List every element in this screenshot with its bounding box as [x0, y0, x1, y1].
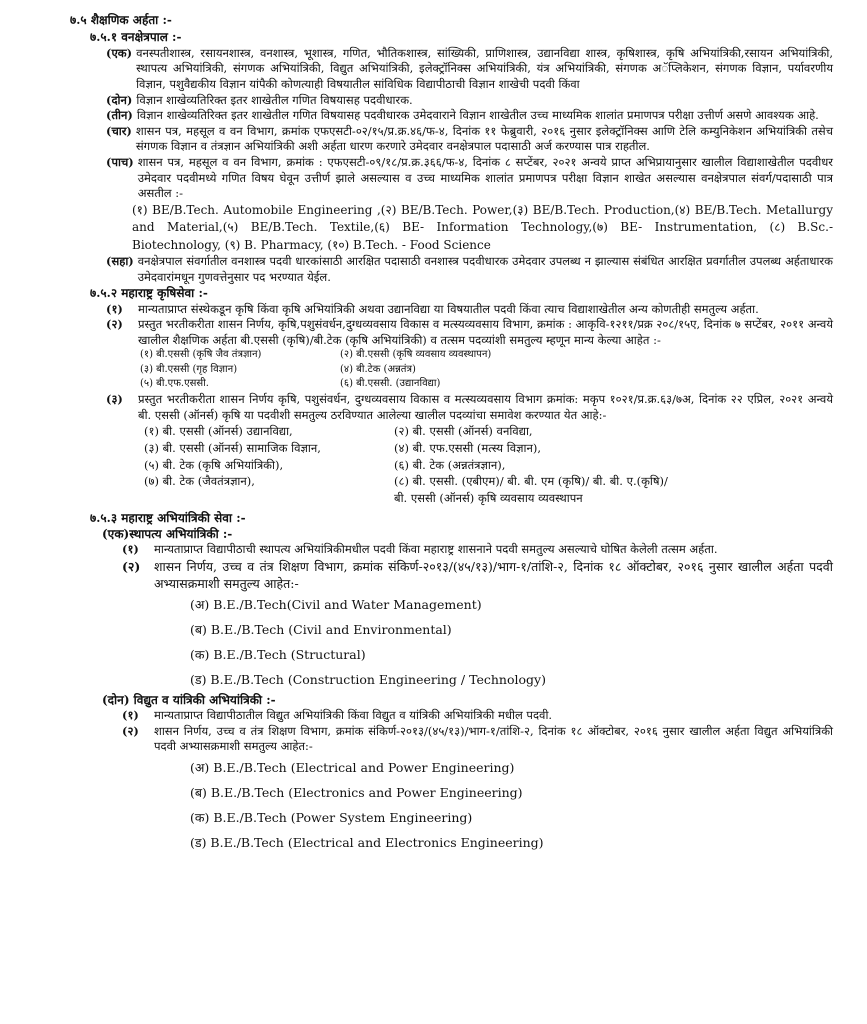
- item-text: वनस्पतीशास्त्र, रसायनशास्त्र, वनशास्त्र, भूशास्त्र, गणित, भौतिकशास्त्र, सांख्यिकी, प्राणिशास्त्र, उद्यानविद्या शास्त्र, कृषिशास्त्र, कृषि अभियांत्रिकी,रसायन अभियांत्रिकी, स्थापत्य अभियांत्रिकी, संगणक अभियांत्रिकी, विद्युत अभियांत्रिकी, इलेक्ट्रॉनिक्स अभियांत्रिकी, यंत्र अभियांत्रिकी, संगणक अॅप्लिकेशन, संगणक विज्ञान, पर्यावरणीय विज्ञान, पशुवैद्यकीय विज्ञान यांपैकी कोणत्याही विषयातील सांविधिक विद्यापीठाची विज्ञान शाखेची पदवी किंवा: [136, 45, 833, 91]
- list-item: [106, 392, 833, 423]
- list-item: (ड) B.E./B.Tech (Construction Engineering / Technology): [190, 671, 546, 687]
- item-label: (१): [106, 301, 123, 316]
- item-label: (१): [122, 708, 139, 723]
- section-heading-7-5-2: ७.५.२ महाराष्ट्र कृषिसेवा :-: [90, 286, 208, 301]
- list-item: (५) बी. टेक (कृषि अभियांत्रिकी),: [144, 457, 284, 472]
- list-item: (क) B.E./B.Tech (Power System Engineering): [190, 810, 473, 826]
- item-label: (सहा): [106, 254, 134, 269]
- subsection-heading-civil: (एक)स्थापत्य अभियांत्रिकी :-: [102, 526, 233, 541]
- item-label: (तीन): [106, 108, 133, 123]
- item-text: शासन निर्णय, उच्च व तंत्र शिक्षण विभाग, क्रमांक संकिर्ण-२०१३/(४५/१३)/भाग-१/तांशि-२, दिनांक १८ ऑक्टोबर, २०१६ नुसार खालील अर्हता पदवी अभ्यासक्रमाशी समतुल्य आहेत:-: [154, 558, 833, 591]
- list-item: (६) बी. टेक (अन्नतंत्रज्ञान),: [394, 457, 506, 472]
- list-item: [122, 724, 833, 755]
- list-item: (५) बी.एफ.एससी.: [140, 378, 209, 390]
- section-heading-7-5-1: ७.५.१ वनक्षेत्रपाल :-: [90, 30, 182, 45]
- equivalent-degree-list: [140, 348, 833, 392]
- list-item: (४) बी.टेक (अन्नतंत्र): [340, 363, 416, 375]
- list-item: (६) बी.एससी. (उद्यानविद्या): [340, 378, 441, 390]
- list-item: (१) बी. एससी (ऑनर्स) उद्यानविद्या,: [144, 424, 293, 439]
- list-item: (८) बी. एससी. (एबीएम)/ बी. बी. एम (कृषि)/ बी. बी. ए.(कृषि)/: [394, 474, 668, 489]
- item-label: (३): [106, 391, 123, 406]
- item-text: वनक्षेत्रपाल संवर्गातील वनशास्त्र पदवी धारकांसाठी आरक्षित पदासाठी वनशास्त्र पदवीधारक उमेदवार उपलब्ध न झाल्यास संबंधित आरक्षित प्रवर्गातील उपलब्ध अर्हताधारक उमेदवारांमधून गुणवत्तेनुसार पद भरण्यात येईल.: [137, 254, 833, 284]
- list-item: (४) बी. एफ.एससी (मत्स्य विज्ञान),: [394, 440, 541, 455]
- list-item: (१) बी.एससी (कृषि जैव तंत्रज्ञान): [140, 349, 262, 361]
- section-heading-7-5: ७.५ शैक्षणिक अर्हता :-: [70, 13, 172, 27]
- list-item: (२) बी. एससी (ऑनर्स) वनविद्या,: [394, 424, 533, 439]
- item-label: (चार): [106, 123, 132, 138]
- list-item: [106, 302, 833, 318]
- honours-degree-list: [144, 423, 833, 506]
- list-item: (२) बी.एससी (कृषि व्यवसाय व्यवस्थापन): [340, 349, 492, 361]
- list-item: [106, 108, 833, 124]
- list-item: (ब) B.E./B.Tech (Civil and Environmental): [190, 621, 452, 637]
- item-text: शासन पत्र, महसूल व वन विभाग, क्रमांक एफएसटी-०२/१५/प्र.क्र.४६/फ-४, दिनांक ११ फेब्रुवारी, २०१६ नुसार इलेक्ट्रॉनिक्स आणि टेलि कम्युनिकेशन अभियांत्रिकी तसेच संगणक विज्ञान व तंत्रज्ञान अभियांत्रिकी अशी अर्हता धारण करणारे उमेदवार वनक्षेत्रपाल पदासाठी अर्ज करण्यास पात्र राहतील.: [135, 123, 833, 154]
- list-item: [144, 490, 394, 507]
- list-item: [122, 558, 833, 592]
- list-item: (अ) B.E./B.Tech(Civil and Water Management): [190, 596, 482, 612]
- list-item: (क) B.E./B.Tech (Structural): [190, 646, 366, 662]
- list-item: [106, 46, 833, 93]
- subsection-heading-electrical: (दोन) विद्युत व यांत्रिकी अभियांत्रिकी :-: [102, 692, 276, 707]
- section-heading-7-5-3: ७.५.३ महाराष्ट्र अभियांत्रिकी सेवा :-: [90, 510, 246, 525]
- list-item: बी. एससी (ऑनर्स) कृषि व्यवसाय व्यवस्थापन: [394, 490, 583, 505]
- item-text: मान्यताप्राप्त संस्थेकडून कृषि किंवा कृषि अभियांत्रिकी अथवा उद्यानविद्या या विषयातील पदवी किंवा त्याच विद्याशाखेतील अन्य कोणतीही समतुल्य अर्हता.: [138, 301, 759, 316]
- civil-degree-list: [190, 592, 833, 692]
- item-text: शासन निर्णय, उच्च व तंत्र शिक्षण विभाग, क्रमांक संकिर्ण-२०१३/(४५/१३)/भाग-१/तांशि-२, दिनांक १८ ऑक्टोबर, २०१६ नुसार खालील अर्हता विद्युत अभियांत्रिकी पदवी अभ्यासक्रमाशी समतुल्य आहेत:-: [154, 723, 833, 754]
- item-text: प्रस्तुत भरतीकरीता शासन निर्णय कृषि, पशुसंवर्धन, दुग्धव्यवसाय विकास व मत्स्यव्यवसाय विभाग क्रमांक: मकृप १०२१/प्र.क्र.६३/७अ, दिनांक २२ एप्रिल, २०२१ अन्वये बी. एससी (ऑनर्स) कृषि या पदवीशी समतुल्य ठरविण्यात आलेल्या खालील पदव्यांचा समावेश करण्यात येत आहे:-: [138, 391, 833, 422]
- list-item: (ब) B.E./B.Tech (Electronics and Power Engineering): [190, 785, 523, 801]
- list-item: [106, 254, 833, 285]
- item-text: प्रस्तुत भरतीकरीता शासन निर्णय, कृषि,पशुसंवर्धन,दुग्धव्यवसाय विकास व मत्स्यव्यवसाय विभाग, क्रमांक : आकृवि-१२११/प्रक्र २०८/१५ए, दिनांक ७ सप्टेंबर, २०११ अन्वये खालील शैक्षणिक अर्हता बी.एससी (कृषि)/बी.टेक (कृषि अभियांत्रिकी) व तत्सम पदव्यांशी समतुल्य म्हणून मान्य केल्या आहेत :-: [138, 317, 833, 347]
- item-text: मान्यताप्राप्त विद्यापीठातील विद्युत अभियांत्रिकी किंवा विद्युत व यांत्रिकी अभियांत्रिकी मधील पदवी.: [154, 708, 553, 723]
- list-item: [106, 124, 833, 155]
- item-label: (दोन): [106, 92, 133, 107]
- list-item: [106, 155, 833, 202]
- item-text: मान्यताप्राप्त विद्यापीठाची स्थापत्य अभियांत्रिकीमधील पदवी किंवा महाराष्ट्र शासनाने पदवी समतुल्य असल्याचे घोषित केलेली तत्सम अर्हता.: [154, 542, 718, 557]
- item-text: विज्ञान शाखेव्यतिरिक्त इतर शाखेतील गणित विषयासह पदवीधारक.: [136, 92, 413, 107]
- item-text: शासन पत्र, महसूल व वन विभाग, क्रमांक : एफएसटी-०९/१८/प्र.क्र.३६६/फ-४, दिनांक ८ सप्टेंबर, २०२१ अन्वये प्राप्त अभिप्रायानुसार खालील विद्याशाखेतील पदवीधर उमेदवार पदवीमध्ये गणित विषय घेवून उत्तीर्ण झाले असल्यास व उच्च माध्यमिक शालांत प्रमाणपत्र परीक्षा विज्ञान शाखेत असल्यास वनक्षेत्रपाल संवर्ग/पदासाठी पात्र असतील :-: [137, 155, 833, 201]
- list-item: [106, 317, 833, 348]
- item-label: (२): [122, 723, 139, 738]
- item-label: (१): [122, 542, 139, 557]
- electrical-degree-list: [190, 755, 833, 855]
- list-item: (७) बी. टेक (जैवतंत्रज्ञान),: [144, 474, 255, 489]
- item-label: (एक): [106, 45, 133, 60]
- degree-list: (१) BE/B.Tech. Automobile Engineering ,(२) BE/B.Tech. Power,(३) BE/B.Tech. Production,(४) BE/B.Tech. Metallurgy and Material,(५) BE/B.Tech. Textile,(६) BE- Information Technology,(७) BE- Instrumentation, (८) B.Sc.- Biotechnology, (९) B. Pharmacy, (१०) B.Tech. - Food Science: [132, 202, 833, 252]
- list-item: [122, 542, 833, 558]
- item-label: (२): [122, 558, 141, 574]
- list-item: (ड) B.E./B.Tech (Electrical and Electronics Engineering): [190, 835, 544, 851]
- list-item: [106, 93, 833, 109]
- list-item: [122, 708, 833, 724]
- list-item: (३) बी. एससी (ऑनर्स) सामाजिक विज्ञान,: [144, 440, 321, 455]
- item-label: (पाच): [106, 155, 134, 169]
- list-item: (३) बी.एससी (गृह विज्ञान): [140, 363, 238, 375]
- list-item: (अ) B.E./B.Tech (Electrical and Power Engineering): [190, 760, 515, 776]
- item-text: विज्ञान शाखेव्यतिरिक्त इतर शाखेतील गणित विषयासह पदवीधारक उमेदवाराने विज्ञान शाखेतील उच्च माध्यमिक शालांत प्रमाणपत्र परीक्षा उत्तीर्ण असणे आवश्यक आहे.: [136, 108, 819, 123]
- item-label: (२): [106, 317, 123, 332]
